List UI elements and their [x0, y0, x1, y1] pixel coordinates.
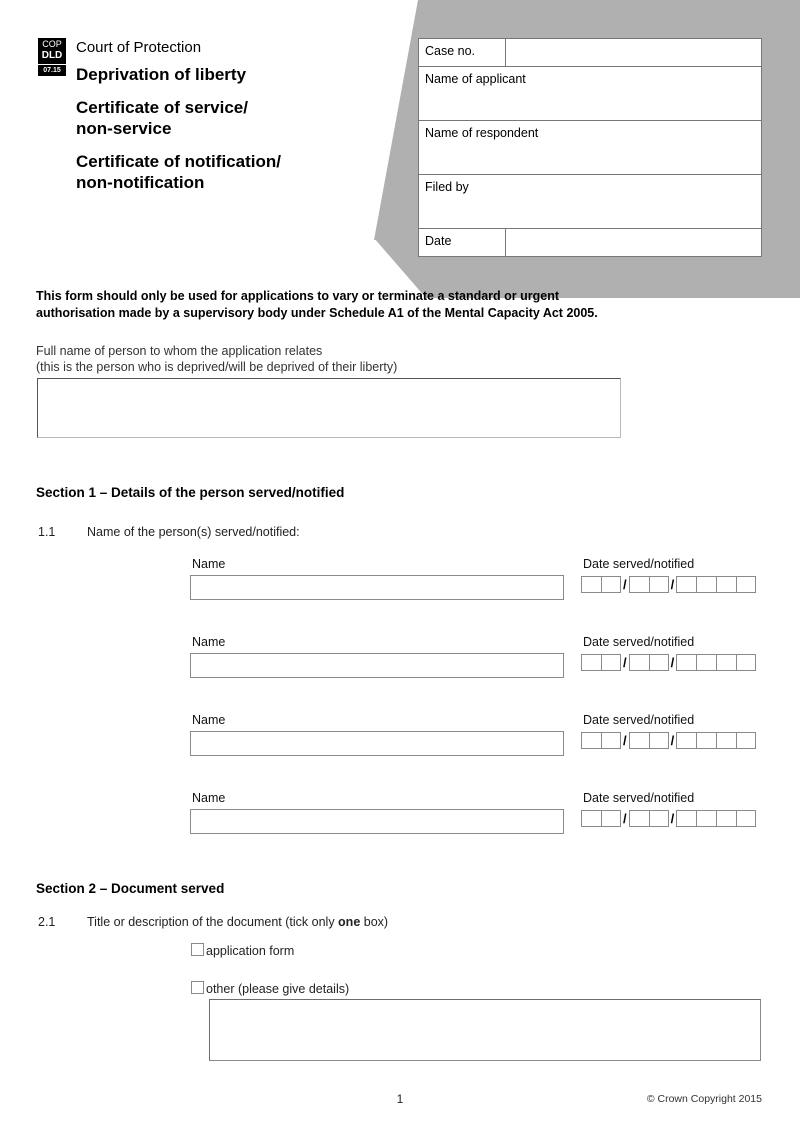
form-title-line-1: Deprivation of liberty — [76, 65, 247, 84]
date-year-cell-1d[interactable] — [736, 576, 756, 593]
date-year-cell-1a[interactable] — [676, 576, 696, 593]
badge-dld-text: DLD — [41, 50, 63, 61]
usage-notice — [36, 288, 676, 322]
date-day-cell-2b[interactable] — [601, 654, 621, 671]
name-input-1[interactable] — [190, 575, 564, 600]
date-month-cell-3a[interactable] — [629, 732, 649, 749]
name-input-2[interactable] — [190, 653, 564, 678]
item-2-1-text-after: box) — [360, 915, 389, 929]
date-separator-1a: / — [623, 577, 627, 592]
date-year-group-4[interactable] — [676, 810, 756, 827]
filed-by-field[interactable]: Filed by — [419, 175, 762, 229]
item-2-1-text-bold: one — [338, 915, 361, 929]
date-label: Date — [419, 229, 506, 257]
date-year-cell-4d[interactable] — [736, 810, 756, 827]
date-month-cell-1b[interactable] — [649, 576, 669, 593]
item-1-1-text: Name of the person(s) served/notified: — [87, 525, 300, 539]
person-name-label-line-2: (this is the person who is deprived/will be deprived of their liberty) — [36, 360, 398, 374]
date-day-cell-4a[interactable] — [581, 810, 601, 827]
usage-notice-line-2: authorisation made by a supervisory body under Schedule A1 of the Mental Capacity Act 2005. — [36, 306, 598, 320]
name-label-1: Name — [192, 557, 226, 571]
badge-version-text: 07.15 — [38, 65, 66, 76]
person-name-label — [36, 343, 636, 375]
date-year-cell-4a[interactable] — [676, 810, 696, 827]
date-month-group-4[interactable] — [629, 810, 669, 827]
section-1-heading: Section 1 – Details of the person served/notified — [36, 485, 345, 500]
date-served-label-1: Date served/notified — [583, 557, 695, 571]
applicant-field[interactable]: Name of applicant — [419, 67, 762, 121]
case-no-label: Case no. — [419, 39, 506, 67]
date-year-cell-4b[interactable] — [696, 810, 716, 827]
date-year-cell-4c[interactable] — [716, 810, 736, 827]
table-row-date — [419, 229, 762, 257]
date-day-group-1[interactable] — [581, 576, 621, 593]
date-served-label-4: Date served/notified — [583, 791, 695, 805]
date-year-cell-2c[interactable] — [716, 654, 736, 671]
item-2-1-text-before: Title or description of the document (tick only — [87, 915, 339, 929]
date-month-group-1[interactable] — [629, 576, 669, 593]
checkbox-other[interactable] — [191, 981, 204, 994]
name-label-4: Name — [192, 791, 226, 805]
table-row-case-no — [419, 39, 762, 67]
form-title-line-2: Certificate of service/ — [76, 98, 248, 117]
case-no-field[interactable] — [506, 39, 762, 67]
date-year-cell-3d[interactable] — [736, 732, 756, 749]
date-served-group-2 — [581, 654, 756, 671]
date-day-cell-3a[interactable] — [581, 732, 601, 749]
badge-code-block — [38, 38, 66, 64]
option-application-form[interactable] — [191, 942, 294, 960]
item-2-1-number: 2.1 — [38, 915, 56, 929]
date-separator-4b: / — [670, 811, 675, 826]
date-day-cell-3b[interactable] — [601, 732, 621, 749]
cop-dld-badge — [38, 38, 66, 76]
date-field[interactable] — [506, 229, 762, 257]
section-2-heading: Section 2 – Document served — [36, 881, 225, 896]
date-day-cell-2a[interactable] — [581, 654, 601, 671]
date-served-group-3 — [581, 732, 756, 749]
table-row-respondent — [419, 121, 762, 175]
date-day-group-2[interactable] — [581, 654, 621, 671]
case-details-table — [418, 38, 762, 257]
date-day-group-3[interactable] — [581, 732, 621, 749]
date-month-group-3[interactable] — [629, 732, 669, 749]
option-other[interactable] — [191, 980, 349, 998]
table-row-applicant — [419, 67, 762, 121]
option-label-other: other (please give details) — [206, 982, 350, 996]
date-month-group-2[interactable] — [629, 654, 669, 671]
option-label-application-form: application form — [206, 944, 295, 958]
date-served-label-3: Date served/notified — [583, 713, 695, 727]
item-1-1-number: 1.1 — [38, 525, 56, 539]
name-input-4[interactable] — [190, 809, 564, 834]
date-year-group-1[interactable] — [676, 576, 756, 593]
form-title — [76, 64, 416, 193]
date-year-cell-2a[interactable] — [676, 654, 696, 671]
date-year-cell-2d[interactable] — [736, 654, 756, 671]
respondent-field[interactable]: Name of respondent — [419, 121, 762, 175]
page-number: 1 — [396, 1092, 404, 1106]
date-separator-1b: / — [670, 577, 675, 592]
form-title-line-4: Certificate of notification/ — [76, 152, 281, 171]
copyright-notice: © Crown Copyright 2015 — [646, 1093, 762, 1105]
other-details-input[interactable] — [209, 999, 761, 1061]
date-day-group-4[interactable] — [581, 810, 621, 827]
organisation-name: Court of Protection — [76, 39, 202, 56]
date-year-cell-3b[interactable] — [696, 732, 716, 749]
name-label-3: Name — [192, 713, 226, 727]
date-separator-2a: / — [623, 655, 627, 670]
date-year-cell-3c[interactable] — [716, 732, 736, 749]
form-title-line-5: non-notification — [76, 173, 205, 192]
date-month-cell-2a[interactable] — [629, 654, 649, 671]
date-month-cell-4b[interactable] — [649, 810, 669, 827]
person-name-label-line-1: Full name of person to whom the application relates — [36, 344, 323, 358]
date-month-cell-2b[interactable] — [649, 654, 669, 671]
date-year-cell-1c[interactable] — [716, 576, 736, 593]
date-day-cell-1b[interactable] — [601, 576, 621, 593]
date-month-cell-1a[interactable] — [629, 576, 649, 593]
form-title-line-3: non-service — [76, 119, 172, 138]
date-year-cell-3a[interactable] — [676, 732, 696, 749]
date-separator-3a: / — [623, 733, 627, 748]
name-input-3[interactable] — [190, 731, 564, 756]
date-day-cell-1a[interactable] — [581, 576, 601, 593]
date-served-label-2: Date served/notified — [583, 635, 695, 649]
date-separator-4a: / — [623, 811, 627, 826]
badge-cop-text: COP — [42, 39, 62, 49]
date-year-group-3[interactable] — [676, 732, 756, 749]
name-label-2: Name — [192, 635, 226, 649]
date-day-cell-4b[interactable] — [601, 810, 621, 827]
date-month-cell-3b[interactable] — [649, 732, 669, 749]
table-row-filed-by — [419, 175, 762, 229]
date-served-group-4 — [581, 810, 756, 827]
item-2-1-text — [87, 915, 388, 929]
date-served-group-1 — [581, 576, 756, 593]
date-separator-3b: / — [670, 733, 675, 748]
date-year-cell-2b[interactable] — [696, 654, 716, 671]
date-month-cell-4a[interactable] — [629, 810, 649, 827]
date-year-cell-1b[interactable] — [696, 576, 716, 593]
usage-notice-line-1: This form should only be used for applications to vary or terminate a standard or urgent — [36, 289, 559, 303]
date-year-group-2[interactable] — [676, 654, 756, 671]
person-name-input[interactable] — [37, 378, 621, 438]
date-separator-2b: / — [670, 655, 675, 670]
checkbox-application-form[interactable] — [191, 943, 204, 956]
